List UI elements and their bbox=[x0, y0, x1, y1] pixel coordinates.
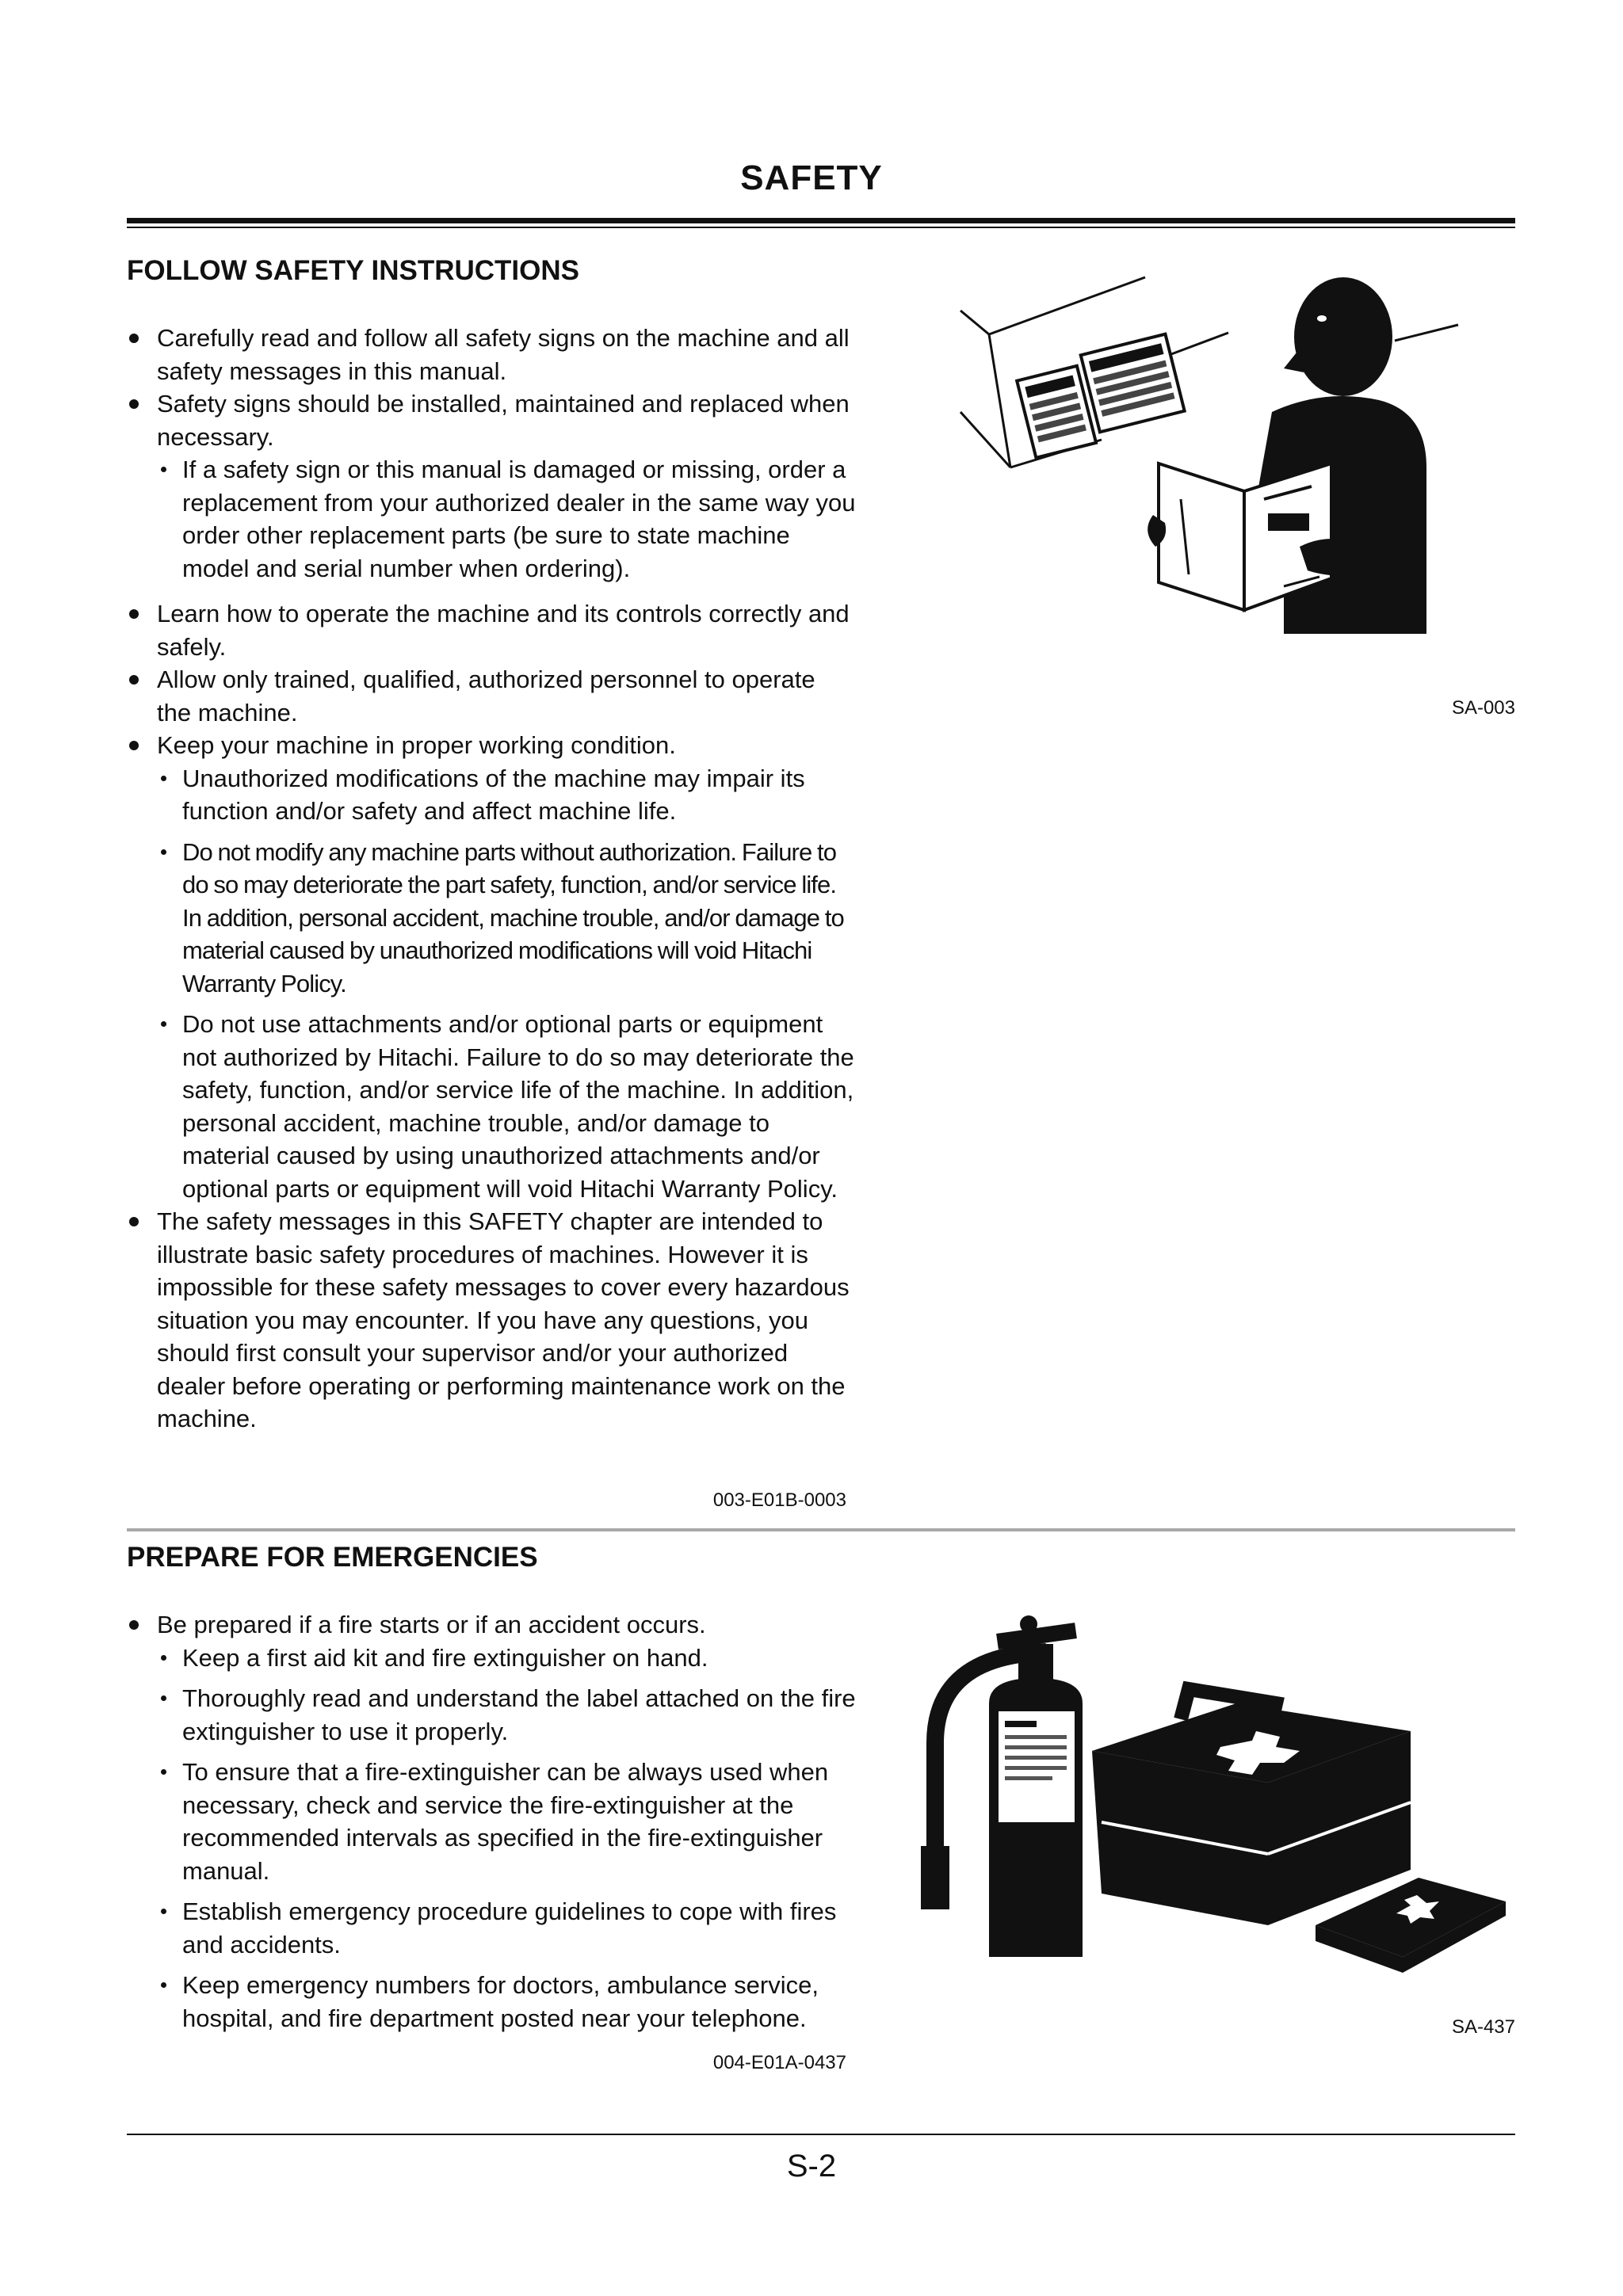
header-rule-thick bbox=[127, 218, 1515, 223]
list-item: Allow only trained, qualified, authorized personnel to operate the machine. bbox=[127, 663, 856, 729]
figure-code: SA-003 bbox=[1451, 697, 1515, 719]
header-rule-thin bbox=[127, 227, 1515, 228]
section-divider bbox=[127, 1528, 1515, 1531]
first-aid-kit-illustration bbox=[1092, 1689, 1506, 1973]
section-heading-prepare-emergencies: PREPARE FOR EMERGENCIES bbox=[127, 1542, 538, 1573]
section-heading-follow-safety: FOLLOW SAFETY INSTRUCTIONS bbox=[127, 255, 580, 286]
person-reading-manual-illustration bbox=[951, 261, 1522, 658]
list-item: The safety messages in this SAFETY chapter are intended to illustrate basic safety procedures of machines. However it is impossible for these safety messages to cover every hazardous situation you may encounter. If you have any questions, you should first consult your supervisor and/or your authorized dealer before operating or performing maintenance work on the machine. bbox=[127, 1205, 856, 1436]
footer-rule bbox=[127, 2134, 1515, 2135]
list-item: Thoroughly read and understand the label attached on the fire extinguisher to use it properly. bbox=[127, 1682, 856, 1748]
follow-safety-list bbox=[127, 322, 856, 1436]
list-item: Keep your machine in proper working condition. bbox=[127, 729, 856, 762]
list-item: Keep emergency numbers for doctors, ambulance service, hospital, and fire department posted near your telephone. bbox=[127, 1969, 856, 2035]
list-item: Do not use attachments and/or optional parts or equipment not authorized by Hitachi. Failure to do so may deteriorate the safety, function, and/or service life of the machine. In addition, personal accident, machine trouble, and/or damage to material caused by using unauthorized attachments and/or optional parts or equipment will void Hitachi Warranty Policy. bbox=[127, 1008, 856, 1205]
list-item: Unauthorized modifications of the machine may impair its function and/or safety and affect machine life. bbox=[127, 762, 856, 828]
figure-code: SA-437 bbox=[1451, 2016, 1515, 2038]
list-item: Safety signs should be installed, maintained and replaced when necessary. bbox=[127, 387, 856, 453]
list-item: Learn how to operate the machine and its controls correctly and safely. bbox=[127, 597, 856, 663]
list-item: Carefully read and follow all safety signs on the machine and all safety messages in this manual. bbox=[127, 322, 856, 387]
ref-code: 004-E01A-0437 bbox=[712, 2052, 846, 2073]
page-title: SAFETY bbox=[740, 158, 883, 197]
prepare-emergencies-list bbox=[127, 1608, 856, 2035]
ref-code: 003-E01B-0003 bbox=[712, 1489, 846, 1511]
fire-extinguisher-illustration bbox=[921, 1615, 1083, 1957]
list-item: Be prepared if a fire starts or if an accident occurs. bbox=[127, 1608, 856, 1642]
list-item: Keep a first aid kit and fire extinguisher on hand. bbox=[127, 1642, 856, 1675]
page-number: S-2 bbox=[786, 2149, 837, 2183]
list-item: Establish emergency procedure guidelines to cope with fires and accidents. bbox=[127, 1895, 856, 1961]
list-item: Do not modify any machine parts without authorization. Failure to do so may deteriorate the part safety, function, and/or service life. In addition, personal accident, machine trouble, and/or damage to material caused by unauthorized modifications will void Hitachi Warranty Policy. bbox=[127, 836, 856, 1001]
list-item: To ensure that a fire-extinguisher can be always used when necessary, check and service the fire-extinguisher at the recommended intervals as specified in the fire-extinguisher manual. bbox=[127, 1756, 856, 1887]
list-item: If a safety sign or this manual is damaged or missing, order a replacement from your authorized dealer in the same way you order other replacement parts (be sure to state machine model and serial number when ordering). bbox=[127, 453, 856, 585]
emergency-equipment-illustration bbox=[903, 1585, 1522, 1981]
